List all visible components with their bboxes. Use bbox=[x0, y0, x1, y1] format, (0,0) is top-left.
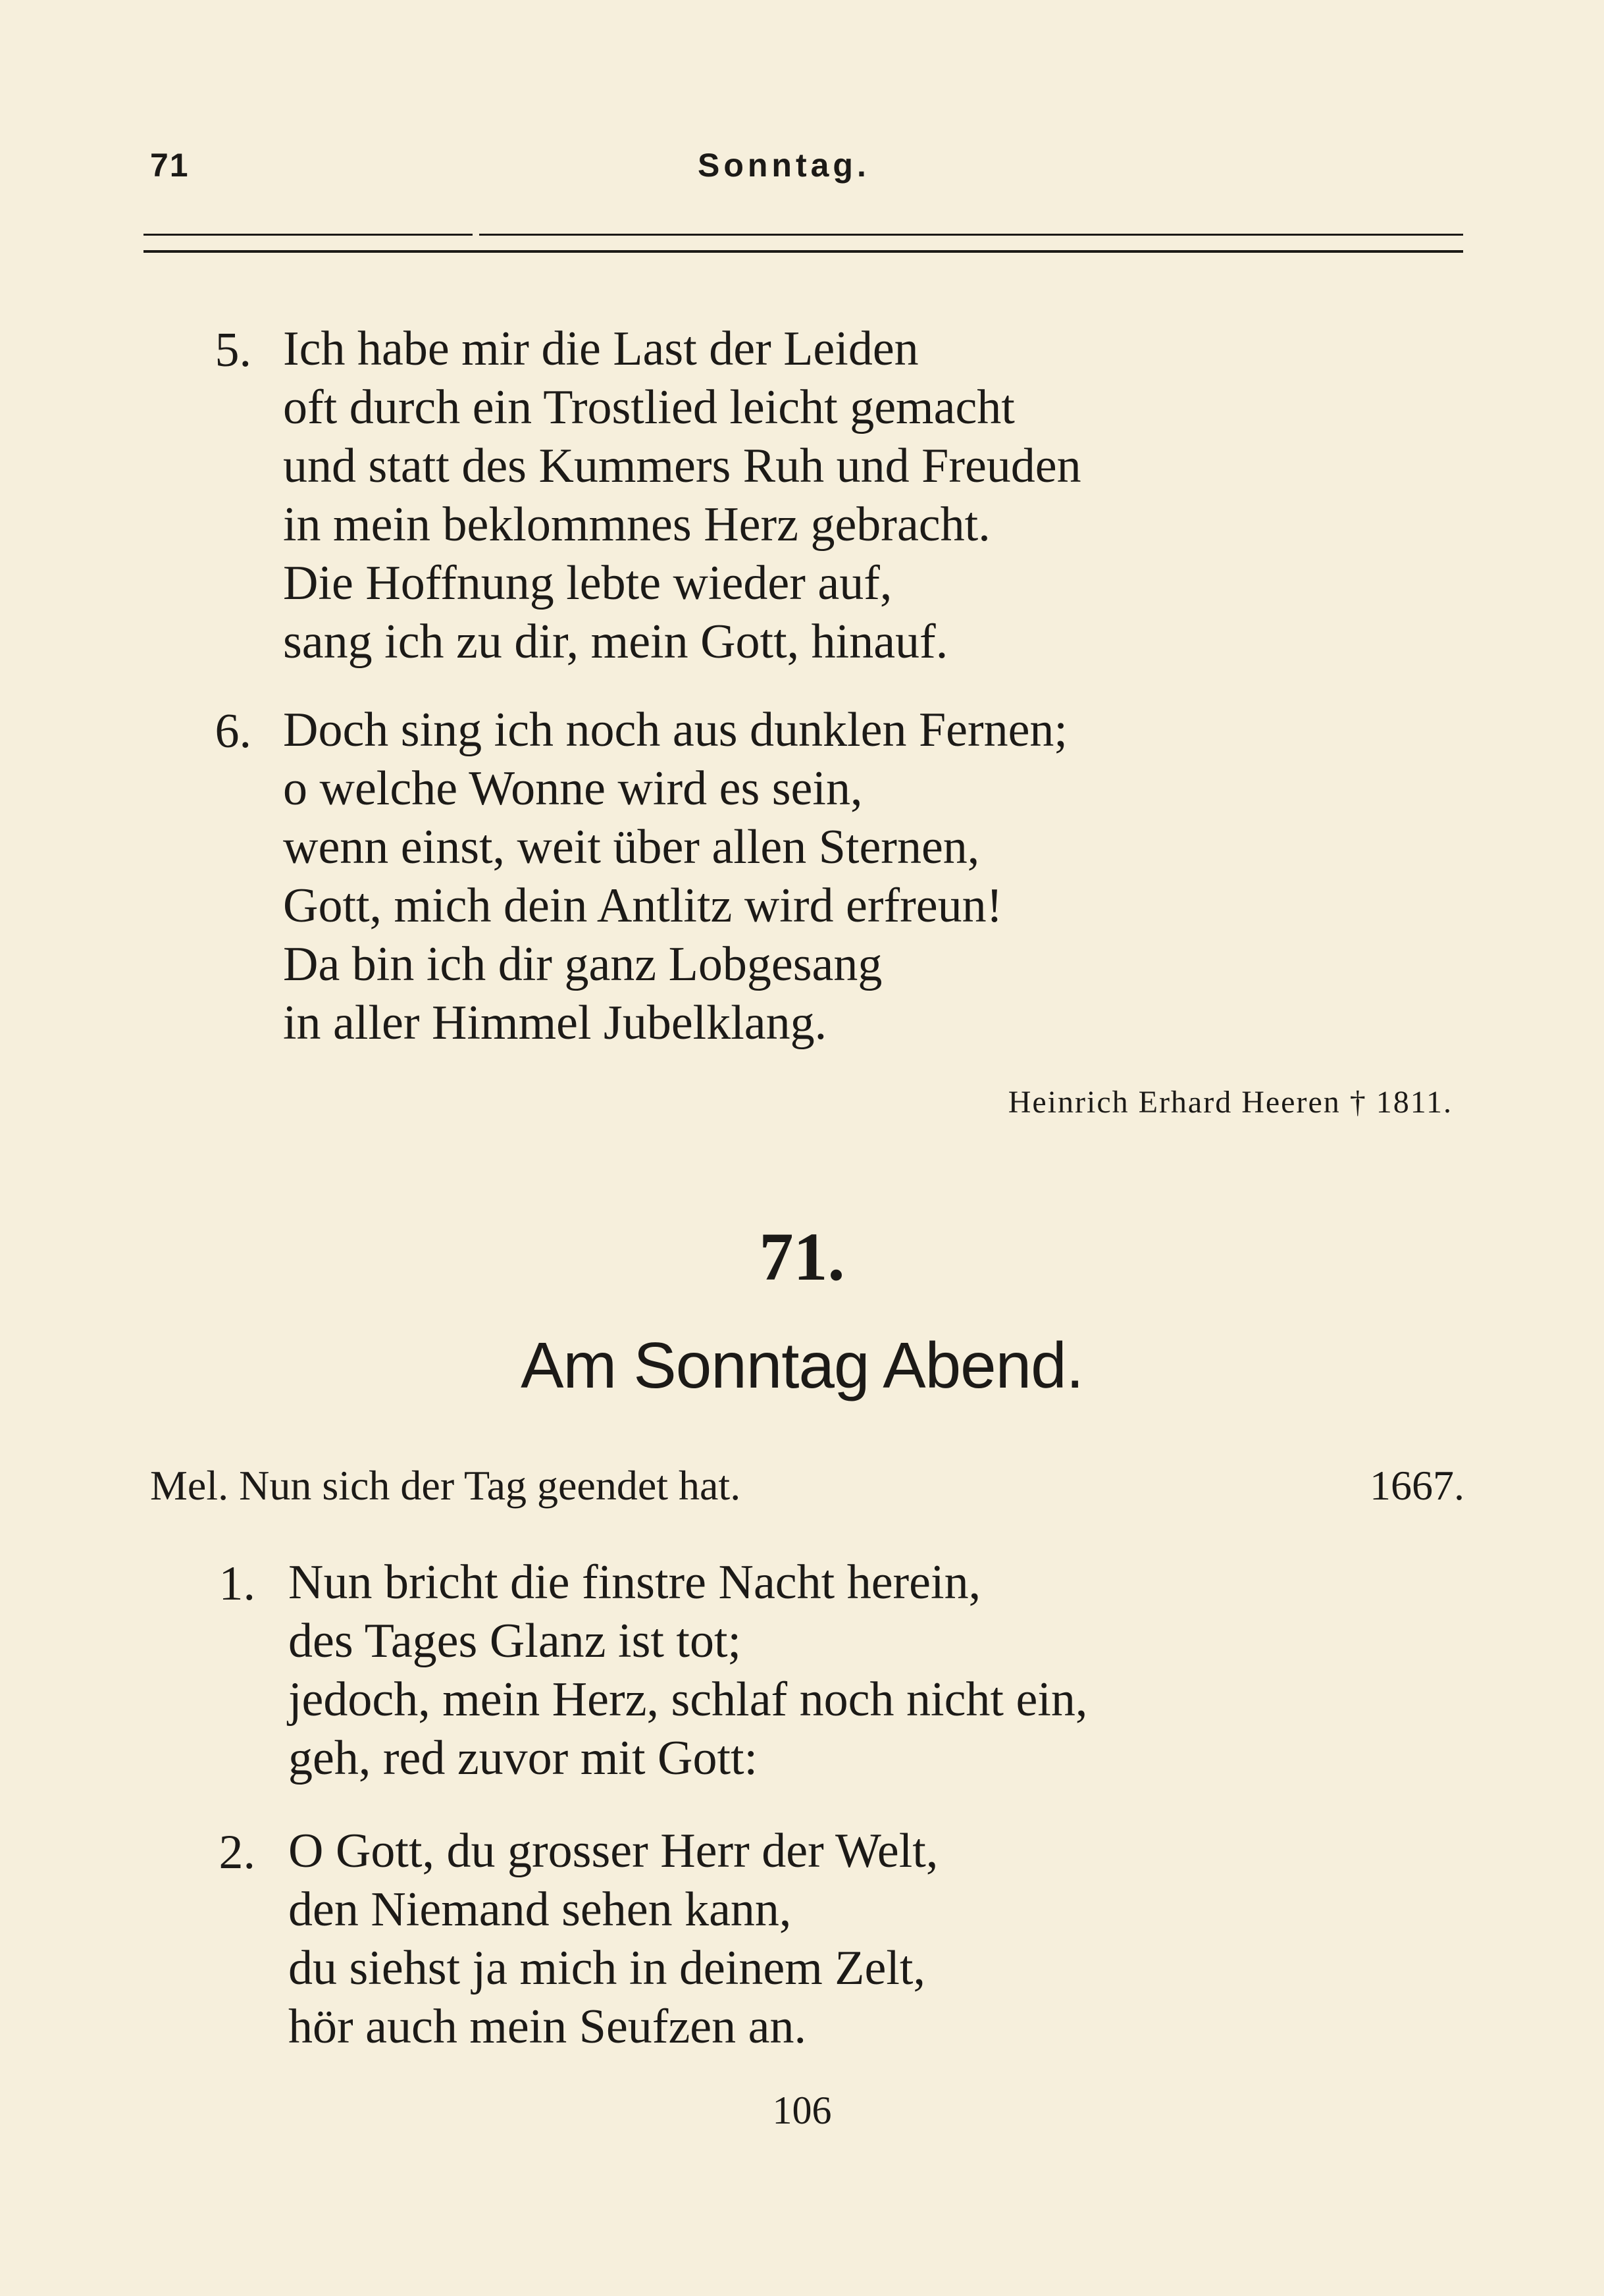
verse-line: hör auch mein Seufzen an. bbox=[288, 2000, 806, 2054]
hymn-number: 71. bbox=[759, 1219, 845, 1295]
page-number: 106 bbox=[772, 2089, 832, 2132]
verse-line: Gott, mich dein Antlitz wird erfreun! bbox=[283, 879, 1003, 933]
verse-line: geh, red zuvor mit Gott: bbox=[288, 1731, 758, 1785]
melody-reference: Mel. Nun sich der Tag geendet hat. bbox=[150, 1462, 741, 1509]
verse-line: sang ich zu dir, mein Gott, hinauf. bbox=[283, 615, 948, 669]
verse-line: Da bin ich dir ganz Lobgesang bbox=[283, 937, 883, 991]
header-rule-top-right bbox=[479, 234, 1463, 236]
verse-line: oft durch ein Trostlied leicht gemacht bbox=[283, 380, 1015, 434]
verse-line: in aller Himmel Jubelklang. bbox=[283, 996, 827, 1050]
verse-line: du siehst ja mich in deinem Zelt, bbox=[288, 1941, 925, 1995]
verse-line: den Niemand sehen kann, bbox=[288, 1883, 792, 1937]
melody-year: 1667. bbox=[1370, 1462, 1464, 1509]
verse-line: Ich habe mir die Last der Leiden bbox=[283, 322, 919, 376]
verse-line: jedoch, mein Herz, schlaf noch nicht ein, bbox=[288, 1673, 1088, 1727]
verse-line: Doch sing ich noch aus dunklen Fernen; bbox=[283, 703, 1068, 757]
verse-line: wenn einst, weit über allen Sternen, bbox=[283, 820, 980, 874]
verse-line: in mein beklommnes Herz gebracht. bbox=[283, 498, 991, 552]
verse-line: O Gott, du grosser Herr der Welt, bbox=[288, 1824, 939, 1878]
running-header-title: Sonntag. bbox=[698, 147, 870, 184]
verse-number: 2. bbox=[219, 1825, 255, 1879]
verse-line: des Tages Glanz ist tot; bbox=[288, 1614, 742, 1668]
verse-number: 5. bbox=[215, 323, 251, 377]
author-attribution: Heinrich Erhard Heeren † 1811. bbox=[1008, 1085, 1453, 1120]
header-rule-bottom bbox=[143, 250, 1463, 253]
verse-number: 6. bbox=[215, 704, 251, 758]
header-rule-top-left bbox=[143, 234, 473, 236]
verse-line: und statt des Kummers Ruh und Freuden bbox=[283, 439, 1081, 493]
verse-line: o welche Wonne wird es sein, bbox=[283, 762, 863, 816]
verse-line: Die Hoffnung lebte wieder auf, bbox=[283, 556, 893, 610]
hymn-title: Am Sonntag Abend. bbox=[521, 1329, 1083, 1401]
running-header-hymn-number: 71 bbox=[150, 147, 190, 184]
verse-number: 1. bbox=[219, 1557, 255, 1611]
verse-line: Nun bricht die finstre Nacht herein, bbox=[288, 1555, 981, 1609]
